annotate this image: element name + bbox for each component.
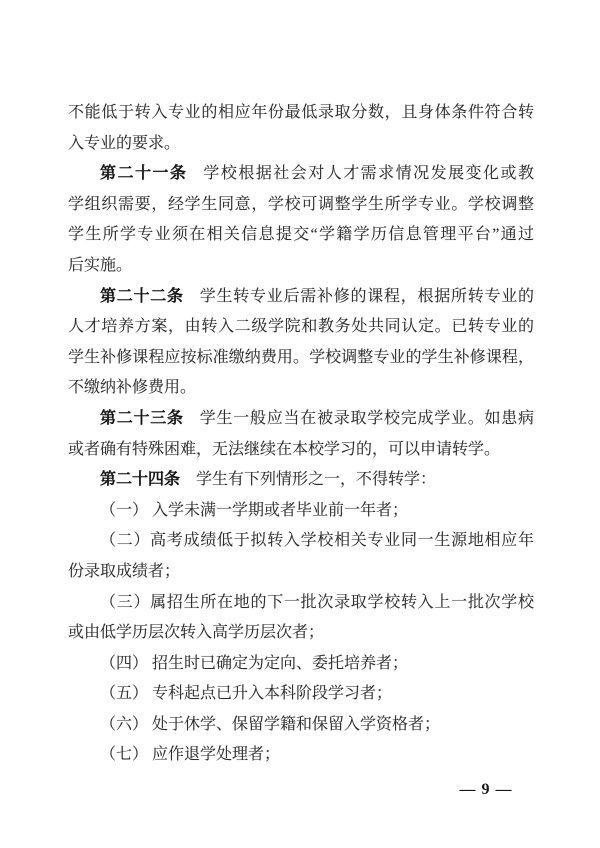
line-text: 或由低学历层次转入高学历层次者； <box>68 624 325 642</box>
line-text: 学组织需要，经学生同意，学校可调整学生所学专业。学校调整 <box>68 195 534 213</box>
text-line <box>68 618 534 649</box>
text-line-article-21 <box>68 159 534 190</box>
text-line <box>68 98 534 129</box>
line-text: 学生一般应当在被录取学校完成学业。如患病 <box>199 409 534 427</box>
page-number: — 9 — <box>459 781 513 798</box>
line-text: （四） 招生时已确定为定向、委托培养者； <box>100 654 409 672</box>
line-text: （五） 专科起点已升入本科阶段学习者； <box>100 685 393 703</box>
line-text: （二）高考成绩低于拟转入学校相关专业同一生源地相应年 <box>100 532 534 550</box>
line-text: 学校根据社会对人才需求情况发展变化或教 <box>203 165 534 183</box>
line-text: 不缴纳补修费用。 <box>68 379 197 397</box>
line-text: 学生所学专业须在相关信息提交“学籍学历信息管理平台”通过 <box>68 226 534 244</box>
text-line <box>68 557 534 588</box>
text-line-item-2 <box>68 526 534 557</box>
text-line <box>68 129 534 160</box>
text-line-article-24 <box>68 465 534 496</box>
line-text: 学生有下列情形之一，不得转学： <box>196 471 437 489</box>
text-line <box>68 373 534 404</box>
text-line-item-1 <box>68 496 534 527</box>
article-number: 第二十二条 <box>100 287 184 305</box>
text-line-item-6 <box>68 710 534 741</box>
line-text: （一） 入学未满一学期或者毕业前一年者； <box>100 501 409 519</box>
article-number: 第二十一条 <box>100 165 188 183</box>
line-text: 不能低于转入专业的相应年份最低录取分数，且身体条件符合转 <box>68 104 534 121</box>
text-line <box>68 343 534 374</box>
line-text: 或者确有特殊困难，无法继续在本校学习的，可以申请转学。 <box>68 440 501 458</box>
text-line <box>68 190 534 221</box>
text-line-article-23 <box>68 404 534 435</box>
text-line-item-7 <box>68 740 534 771</box>
text-line-item-5 <box>68 679 534 710</box>
text-line <box>68 312 534 343</box>
article-number: 第二十四条 <box>100 471 181 489</box>
text-line-article-22 <box>68 282 534 313</box>
text-line <box>68 220 534 251</box>
line-text: 人才培养方案，由转入二级学院和教务处共同认定。已转专业的 <box>68 318 534 336</box>
line-text: 后实施。 <box>68 256 133 274</box>
text-line-item-4 <box>68 649 534 680</box>
text-line <box>68 251 534 282</box>
text-line-item-3 <box>68 588 534 619</box>
text-line <box>68 435 534 466</box>
line-text: 学生补修课程应按标准缴纳费用。学校调整专业的学生补修课程， <box>68 348 534 366</box>
document-body <box>68 98 534 771</box>
line-text: （六） 处于休学、保留学籍和保留入学资格者； <box>100 715 441 733</box>
line-text: 学生转专业后需补修的课程，根据所转专业的 <box>199 287 534 305</box>
line-text: （七） 应作退学处理者； <box>100 746 281 764</box>
line-text: （三）属招生所在地的下一批次录取学校转入上一批次学校 <box>100 593 534 611</box>
line-text: 份录取成绩者； <box>68 562 181 580</box>
line-text: 入专业的要求。 <box>68 134 181 152</box>
article-number: 第二十三条 <box>100 409 184 427</box>
